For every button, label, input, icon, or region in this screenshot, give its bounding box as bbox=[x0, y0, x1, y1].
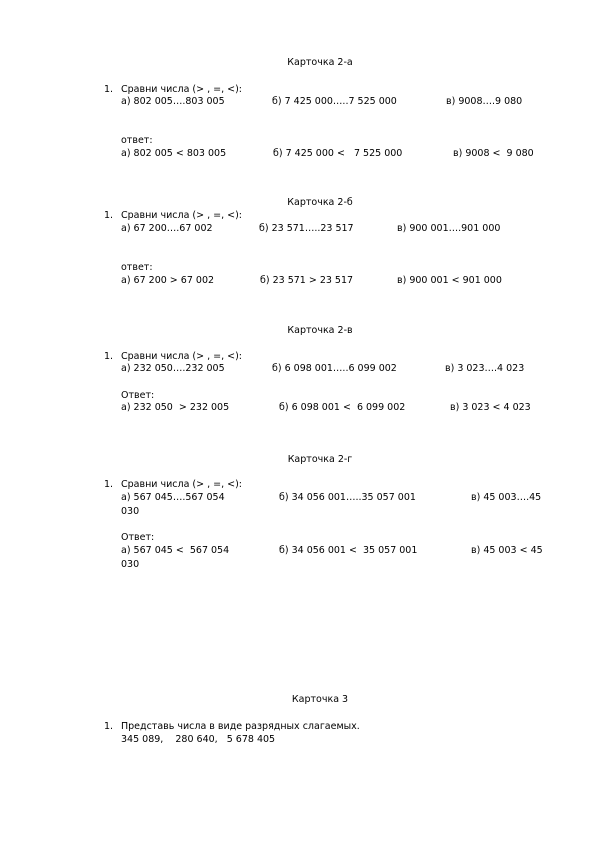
item-a: а) 802 005….803 005 bbox=[121, 96, 225, 107]
task-number: 1. bbox=[104, 479, 114, 490]
item-b: б) 23 571…..23 517 bbox=[259, 223, 354, 234]
answer-a: а) 67 200 > 67 002 bbox=[121, 275, 215, 286]
task-number: 1. bbox=[104, 721, 114, 732]
answer-b: б) 7 425 000 < 7 525 000 bbox=[273, 148, 403, 159]
item-a: а) 67 200….67 002 bbox=[121, 223, 213, 234]
answer-b: б) 6 098 001 < 6 099 002 bbox=[279, 402, 406, 413]
item-a: а) 567 045….567 054 bbox=[121, 492, 225, 503]
item-b: б) 7 425 000…..7 525 000 bbox=[272, 96, 397, 107]
answer-label: Ответ: bbox=[121, 532, 155, 543]
card-2v-title: Карточка 2-в bbox=[287, 325, 353, 336]
task-text: Сравни числа (> , =, <): bbox=[121, 479, 243, 490]
card-2a-title: Карточка 2-а bbox=[287, 57, 353, 68]
item-c: в) 45 003….45 bbox=[471, 492, 542, 503]
item-a: а) 232 050….232 005 bbox=[121, 363, 225, 374]
answer-a: а) 802 005 < 803 005 bbox=[121, 148, 227, 159]
answer-c: в) 45 003 < 45 bbox=[471, 545, 543, 556]
task-text: Сравни числа (> , =, <): bbox=[121, 84, 243, 95]
task-number: 1. bbox=[104, 84, 114, 95]
item-c: в) 900 001….901 000 bbox=[397, 223, 501, 234]
answer-a: а) 567 045 < 567 054 bbox=[121, 545, 230, 556]
item-c: в) 3 023….4 023 bbox=[445, 363, 525, 374]
task-text: Представь числа в виде разрядных слагаемых. bbox=[121, 721, 360, 732]
answer-label: ответ: bbox=[121, 262, 153, 273]
answer-label: Ответ: bbox=[121, 390, 155, 401]
item-b: б) 34 056 001…..35 057 001 bbox=[279, 492, 416, 503]
numbers-line: 345 089, 280 640, 5 678 405 bbox=[121, 734, 276, 745]
task-number: 1. bbox=[104, 210, 114, 221]
item-c: в) 9008….9 080 bbox=[446, 96, 523, 107]
card-2g-title: Карточка 2-г bbox=[287, 454, 353, 465]
card-2b-title: Карточка 2-б bbox=[287, 197, 353, 208]
item-b: б) 6 098 001…..6 099 002 bbox=[272, 363, 397, 374]
answer-b: б) 23 571 > 23 517 bbox=[260, 275, 354, 286]
answer-c: в) 9008 < 9 080 bbox=[453, 148, 534, 159]
card-3-title: Карточка 3 bbox=[291, 694, 349, 705]
answer-b: б) 34 056 001 < 35 057 001 bbox=[279, 545, 418, 556]
task-text: Сравни числа (> , =, <): bbox=[121, 210, 243, 221]
item-c-continued: 030 bbox=[121, 506, 140, 517]
answer-c: в) 900 001 < 901 000 bbox=[397, 275, 502, 286]
task-text: Сравни числа (> , =, <): bbox=[121, 351, 243, 362]
answer-label: ответ: bbox=[121, 135, 153, 146]
task-number: 1. bbox=[104, 351, 114, 362]
answer-a: а) 232 050 > 232 005 bbox=[121, 402, 230, 413]
answer-c-continued: 030 bbox=[121, 559, 140, 570]
answer-c: в) 3 023 < 4 023 bbox=[450, 402, 531, 413]
